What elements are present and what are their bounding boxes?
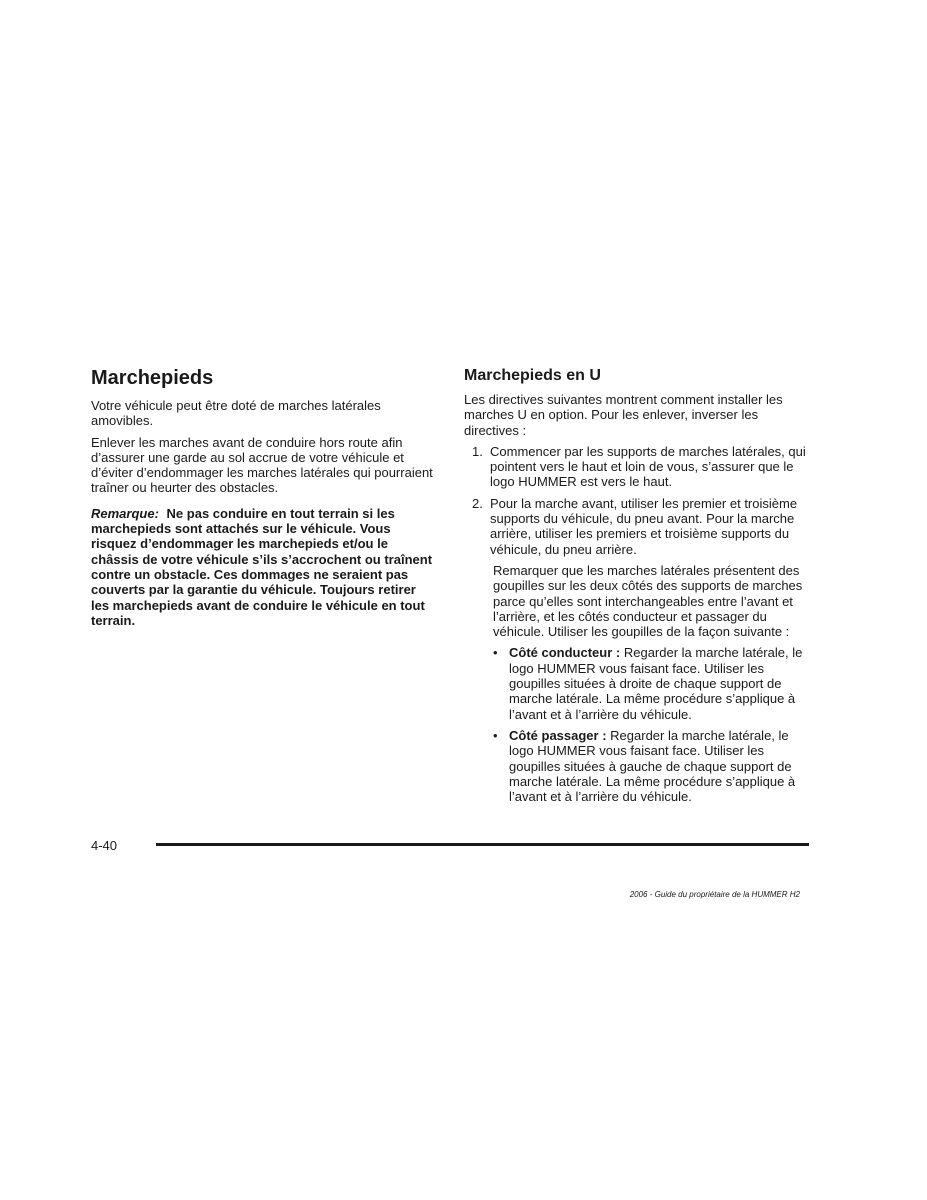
intro-paragraph: Votre véhicule peut être doté de marches latérales amovibles. [91, 398, 381, 429]
bullet-icon: • [493, 727, 498, 743]
section-title: Marchepieds [91, 367, 214, 389]
bullet-text: Regarder la marche latérale, le logo HUMMER vous faisant face. Utiliser les goupilles situées à droite de chaque support de marche latérale. La même procédure s’applique à l’avant et à l’arrière du véhicule. [509, 645, 803, 722]
right-column [464, 366, 814, 810]
bullet-text: Regarder la marche latérale, le logo HUMMER vous faisant face. Utiliser les goupilles situées à gauche de chaque support de marche latérale. La même procédure s’applique à l’avant et à l’arrière du véhicule. [509, 727, 796, 805]
pins-note: Remarquer que les marches latérales présentent des goupilles sur les deux côtés des supports de marches parce qu’elles sont interchangeables entre l’avant et l’arrière, et les côtés conducteur et passager du véhicule. Utiliser les goupilles de la façon suivante : [493, 562, 803, 640]
steps-list [464, 444, 814, 557]
warning-text: Ne pas conduire en tout terrain si les marchepieds sont attachés sur le véhicule. Vous risquez d’endommager les marchepieds et/ou le châssis de votre véhicule s’ils s’accrochent ou traînent contre un obstacle. Ces dommages ne seraient pas couverts par la garantie du véhicule. Toujours retirer les marchepieds avant de conduire le véhicule en tout terrain. [91, 505, 433, 628]
bullet-item-passenger [493, 728, 814, 804]
footer-text: 2006 - Guide du propriétaire de la HUMMER H2 [629, 890, 800, 899]
directions-intro: Les directives suivantes montrent comment installer les marches U en option. Pour les enlever, inverser les directives : [464, 392, 783, 438]
step-number: 1. [472, 443, 483, 459]
offroad-paragraph: Enlever les marches avant de conduire hors route afin d’assurer une garde au sol accrue de votre véhicule et d’éviter d’endommager les marches latérales qui pourraient traîner ou heurter des obstacles. [91, 434, 433, 496]
step-text: Commencer par les supports de marches latérales, qui pointent vers le haut et loin de vous, s’assurer que le logo HUMMER est vers le haut. [490, 443, 806, 490]
bullet-term: Côté conducteur : [509, 645, 621, 661]
left-column [91, 366, 436, 634]
page-number: 4-40 [91, 838, 118, 853]
subsection-title: Marchepieds en U [464, 367, 601, 384]
footer-divider [156, 843, 809, 846]
bullet-item-driver [493, 645, 814, 721]
step-item [464, 444, 814, 490]
bullet-icon: • [493, 645, 498, 661]
warning-note [91, 506, 436, 628]
step-text: Pour la marche avant, utiliser les premier et troisième supports du véhicule, du pneu avant. Pour la marche arrière, utiliser les premiers et troisième supports du véhicule, du pneu arrière. [490, 495, 798, 557]
side-bullets [493, 645, 814, 804]
warning-lead: Remarque: [91, 505, 159, 521]
bullet-term: Côté passager : [509, 727, 607, 743]
step-item [464, 496, 814, 557]
step-number: 2. [472, 495, 483, 511]
